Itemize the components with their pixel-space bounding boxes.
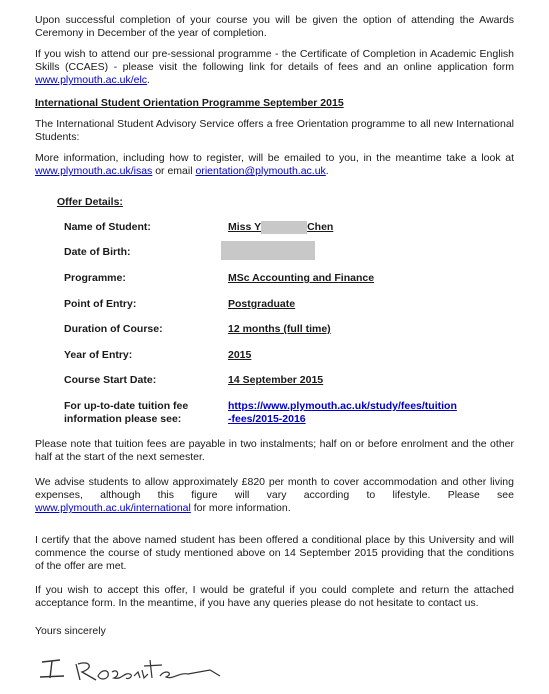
dob-label: Date of Birth: bbox=[64, 246, 131, 258]
living-expenses-end: for more information. bbox=[190, 502, 291, 514]
year-of-entry-value: 2015 bbox=[228, 349, 252, 361]
living-expenses-text: We advise students to allow approximately £820 per month to cover accommodation and other living expenses, although this figure will vary according to lifestyle. Please see bbox=[35, 476, 514, 501]
more-info-text: More information, including how to register, will be emailed to you, in the meantime take a look at bbox=[35, 152, 514, 164]
orientation-paragraph: The International Student Advisory Service offers a free Orientation programme to all new International Students: bbox=[35, 118, 514, 143]
offer-details-title: Offer Details: bbox=[57, 196, 123, 208]
pre-sessional-text: If you wish to attend our pre-sessional programme - the Certificate of Completion in Academic English Skills (CCAES) - please visit the following link for details of fees and an online application form bbox=[35, 48, 514, 73]
signature bbox=[38, 650, 228, 686]
programme-label: Programme: bbox=[64, 272, 126, 284]
closing-line: Yours sincerely bbox=[35, 625, 106, 637]
fee-link-line2[interactable]: -fees/2015-2016 bbox=[228, 413, 306, 425]
acceptance-paragraph: If you wish to accept this offer, I would be grateful if you could complete and return the attached acceptance form. In the meantime, if you have any queries please do not hesitate to contact us. bbox=[35, 584, 514, 609]
living-expenses-paragraph bbox=[35, 476, 514, 515]
duration-label: Duration of Course: bbox=[64, 323, 163, 335]
duration-value: 12 months (full time) bbox=[228, 323, 331, 335]
redacted-block bbox=[261, 221, 307, 234]
elc-link[interactable]: www.plymouth.ac.uk/elc bbox=[35, 74, 148, 86]
fee-link[interactable] bbox=[228, 400, 457, 426]
orientation-heading: International Student Orientation Programme September 2015 bbox=[35, 97, 344, 109]
isas-link[interactable]: www.plymouth.ac.uk/isas bbox=[35, 165, 153, 177]
point-of-entry-value: Postgraduate bbox=[228, 298, 296, 310]
signature-text: I Rossiter bbox=[38, 650, 43, 651]
student-name-surname: Chen bbox=[307, 221, 334, 233]
fee-info-label-line2: information please see: bbox=[64, 413, 182, 425]
orientation-email-link[interactable]: orientation@plymouth.ac.uk bbox=[195, 165, 326, 177]
pre-sessional-paragraph bbox=[35, 48, 514, 87]
programme-value: MSc Accounting and Finance bbox=[228, 272, 375, 284]
fee-info-label-line1: For up-to-date tuition fee bbox=[64, 400, 189, 412]
year-of-entry-label: Year of Entry: bbox=[64, 349, 133, 361]
fee-info-label bbox=[64, 400, 188, 426]
fee-link-line1[interactable]: https://www.plymouth.ac.uk/study/fees/tuition bbox=[228, 400, 457, 412]
point-of-entry-label: Point of Entry: bbox=[64, 298, 137, 310]
certification-paragraph: I certify that the above named student has been offered a conditional place by this University and will commence the course of study mentioned above on 14 September 2015 providing that the conditions of the offer are met. bbox=[35, 534, 514, 572]
start-date-label: Course Start Date: bbox=[64, 374, 157, 386]
dob-redacted bbox=[221, 241, 315, 260]
instalments-paragraph: Please note that tuition fees are payable in two instalments; half on or before enrolment and the other half at the start of the next semester. bbox=[35, 438, 514, 463]
awards-ceremony-paragraph: Upon successful completion of your course you will be given the option of attending the Awards Ceremony in December of the year of completion. bbox=[35, 14, 514, 39]
student-name-value bbox=[228, 221, 333, 234]
start-date-value: 14 September 2015 bbox=[228, 374, 324, 386]
international-link[interactable]: www.plymouth.ac.uk/international bbox=[35, 502, 191, 514]
more-info-end: . bbox=[325, 165, 329, 177]
more-info-or-email: or email bbox=[152, 165, 196, 177]
student-name-label: Name of Student: bbox=[64, 221, 151, 233]
signature-scribble bbox=[38, 650, 228, 682]
student-name-prefix: Miss Y bbox=[228, 221, 262, 233]
more-info-paragraph bbox=[35, 152, 514, 178]
pre-sessional-end: . bbox=[147, 74, 150, 86]
